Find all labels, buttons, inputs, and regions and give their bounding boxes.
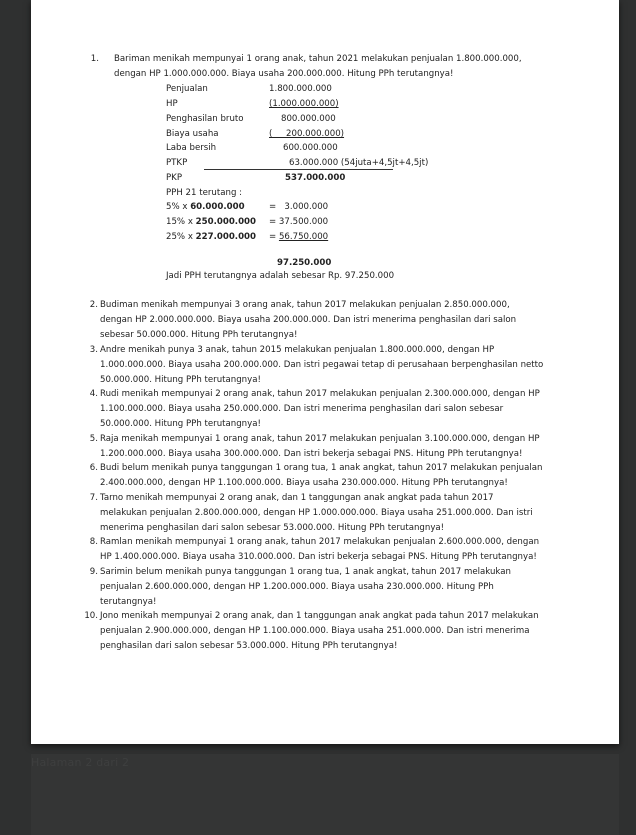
calc-value-penjualan: 1.800.000.000 (269, 84, 332, 94)
question-text-line: Andre menikah punya 3 anak, tahun 2015 melakukan penjualan 1.800.000.000, dengan HP (100, 345, 495, 355)
question-6 (89, 461, 560, 491)
question-4 (89, 387, 560, 431)
tier-2 (166, 215, 256, 230)
calc-label-biaya: Biaya usaha (166, 129, 219, 139)
tier-base: 60.000.000 (190, 202, 245, 212)
question-text-line: Raja menikah mempunyai 1 orang anak, tahun 2017 melakukan penjualan 3.100.000.000, dengan HP (100, 434, 540, 444)
question-text-line: Ramlan menikah mempunyai 1 orang anak, tahun 2017 melakukan penjualan 2.600.000.000, dengan (100, 537, 540, 547)
question-number: 7. (89, 493, 98, 503)
calc-label-penjualan: Penjualan (166, 84, 208, 94)
question-1 (90, 52, 560, 82)
question-text-line: dengan HP 2.000.000.000. Biaya usaha 200.000.000. Dan istri menerima penghasilan dari salon (100, 314, 517, 325)
question-8 (89, 535, 560, 565)
tier-base: 227.000.000 (195, 232, 257, 242)
question-text-line: penjualan 2.900.000.000, dengan HP 1.100.000.000. Biaya usaha 251.000.000. Dan istri menerima (100, 625, 530, 636)
tier-3-result (269, 230, 328, 245)
calc-label-bruto: Penghasilan bruto (166, 114, 244, 124)
question-9 (89, 565, 560, 609)
calc-value-pkp: 537.000.000 (285, 173, 346, 183)
calc-value-biaya: ( 200.000.000) (269, 129, 345, 139)
question-text-line: penghasilan dari salon sebesar 53.000.000. Hitung PPh terutangnya! (100, 640, 398, 651)
question-text-line: HP 1.400.000.000. Biaya usaha 310.000.000. Dan istri bekerja sebagai PNS. Hitung PPh terutangnya! (100, 551, 537, 562)
question-number: 10. (84, 611, 98, 621)
tier-base: 250.000.000 (195, 217, 257, 227)
page-indicator: Halaman 2 dari 2 (31, 756, 130, 769)
question-number: 1. (90, 54, 99, 64)
question-number: 2. (89, 300, 98, 310)
pph-title: PPH 21 terutang : (166, 188, 243, 198)
calc-value-bruto: 800.000.000 (281, 114, 336, 124)
ptkp-underline (204, 169, 393, 170)
question-text-line: 1.100.000.000. Biaya usaha 250.000.000. Dan istri menerima penghasilan dari salon sebesar (100, 403, 504, 414)
question-3 (89, 343, 560, 387)
question-text-line: 1.200.000.000. Biaya usaha 300.000.000. Dan istri bekerja sebagai PNS. Hitung PPh terutangnya! (100, 448, 523, 459)
question-text-line: penjualan 2.600.000.000, dengan HP 1.200.000.000. Biaya usaha 230.000.000. Hitung PPh (100, 581, 494, 592)
question-7 (89, 491, 560, 535)
question-number: 4. (89, 389, 98, 399)
tier-1 (166, 200, 245, 215)
question-text-line: Tarno menikah mempunyai 2 orang anak, dan 1 tanggungan anak angkat pada tahun 2017 (100, 493, 494, 503)
tier-result-underlined: 56.750.000 (278, 232, 329, 242)
calc-label-ptkp: PTKP (166, 158, 188, 168)
question-text-line: sebesar 50.000.000. Hitung PPh terutangnya! (100, 329, 298, 340)
question-number: 8. (89, 537, 98, 547)
question-number: 5. (89, 434, 98, 444)
question-10 (84, 609, 560, 653)
question-number: 3. (89, 345, 98, 355)
question-text-line: 50.000.000. Hitung PPh terutangnya! (100, 374, 261, 385)
tier-1-result: = 3.000.000 (269, 202, 329, 212)
question-text-line: 2.400.000.000, dengan HP 1.100.000.000. Biaya usaha 230.000.000. Hitung PPh terutangnya! (100, 477, 508, 488)
tier-rate: 25% x (166, 232, 196, 242)
question-text-line: menerima penghasilan dari salon sebesar 53.000.000. Hitung PPh terutangnya! (100, 522, 445, 533)
tier-3 (166, 230, 256, 245)
question-text-line: Jono menikah mempunyai 2 orang anak, dan 1 tanggungan anak angkat pada tahun 2017 melakukan (100, 611, 539, 621)
question-text-line: dengan HP 1.000.000.000. Biaya usaha 200.000.000. Hitung PPh terutangnya! (114, 68, 454, 79)
tier-rate: 5% x (166, 202, 191, 212)
tier-2-result: = 37.500.000 (269, 217, 329, 227)
pph-total: 97.250.000 (277, 258, 332, 268)
question-number: 6. (89, 463, 98, 473)
question-text-line: 50.000.000. Hitung PPh terutangnya! (100, 418, 261, 429)
question-text-line: 1.000.000.000. Biaya usaha 200.000.000. Dan istri pegawai tetap di perusahaan berpenghasilan netto (100, 359, 544, 370)
tier-rate: 15% x (166, 217, 196, 227)
question-text-line: terutangnya! (100, 596, 157, 607)
question-text-line: Bariman menikah mempunyai 1 orang anak, tahun 2021 melakukan penjualan 1.800.000.000, (114, 54, 522, 64)
calc-value-laba: 600.000.000 (283, 143, 338, 153)
calc-value-ptkp: 63.000.000 (54juta+4,5jt+4,5jt) (289, 158, 429, 168)
document-content (31, 0, 619, 744)
question-2 (89, 298, 560, 342)
question-text-line: melakukan penjualan 2.800.000.000, dengan HP 1.000.000.000. Biaya usaha 251.000.000. Dan istri (100, 507, 533, 518)
question-text-line: Rudi menikah mempunyai 2 orang anak, tahun 2017 melakukan penjualan 2.300.000.000, dengan HP (100, 389, 540, 399)
question-number: 9. (89, 567, 98, 577)
calc-label-pkp: PKP (166, 173, 182, 183)
question-5 (89, 432, 560, 462)
document-page (31, 0, 619, 744)
tier-result-prefix: = (269, 232, 279, 242)
question-text-line: Budiman menikah mempunyai 3 orang anak, tahun 2017 melakukan penjualan 2.850.000.000, (100, 300, 510, 310)
calc-label-hp: HP (166, 99, 178, 109)
question-text-line: Sarimin belum menikah punya tanggungan 1 orang tua, 1 anak angkat, tahun 2017 melakukan (100, 567, 511, 577)
conclusion: Jadi PPH terutangnya adalah sebesar Rp. 97.250.000 (166, 271, 395, 281)
question-text-line: Budi belum menikah punya tanggungan 1 orang tua, 1 anak angkat, tahun 2017 melakukan penjualan (100, 463, 543, 473)
calc-label-laba: Laba bersih (166, 143, 217, 153)
calc-value-hp: (1.000.000.000) (269, 99, 339, 109)
